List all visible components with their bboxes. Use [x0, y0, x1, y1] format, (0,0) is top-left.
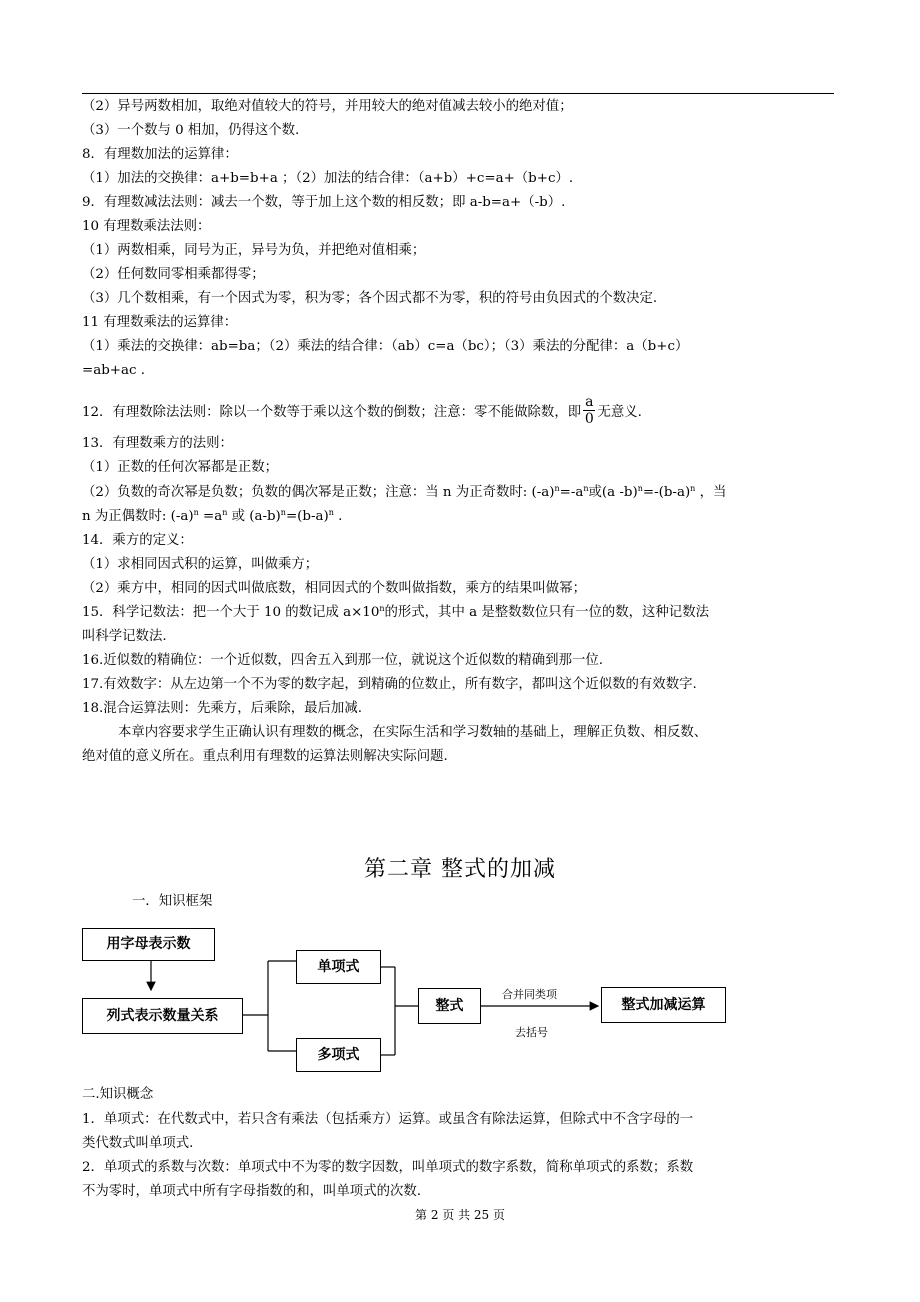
superscript: n	[583, 484, 589, 493]
box-integral-expression: 整式	[418, 988, 481, 1024]
fraction-numerator: a	[585, 394, 594, 410]
superscript: n	[554, 484, 560, 493]
label-remove-brackets: 去括号	[515, 1026, 548, 1039]
text-span: =(b-a)	[285, 509, 329, 524]
superscript: n	[379, 604, 385, 613]
text-line: 16.近似数的精确位：一个近似数，四舍五入到那一位，就说这个近似数的精确到那一位.	[82, 653, 604, 668]
text-span: n 为正偶数时: (-a)	[82, 509, 194, 524]
page-footer: 第 2 页 共 25 页	[415, 1208, 505, 1222]
section-heading: 一．知识框架	[132, 894, 213, 909]
text-span: =-(b-a)	[642, 485, 691, 500]
text-line: （2）异号两数相加，取绝对值较大的符号，并用较大的绝对值减去较小的绝对值；	[82, 99, 573, 114]
text-line: （2）任何数同零相乘都得零；	[82, 267, 265, 282]
summary-line: 绝对值的意义所在。重点利用有理数的运算法则解决实际问题.	[82, 749, 448, 764]
text-line: （3）一个数与 0 相加，仍得这个数.	[82, 123, 300, 138]
text-span: .	[333, 509, 343, 524]
superscript: n	[280, 508, 286, 517]
fraction-denominator: 0	[584, 411, 594, 427]
text-line: 11 有理数乘法的运算律：	[82, 315, 238, 330]
box-letters-represent-numbers: 用字母表示数	[82, 928, 215, 961]
text-line: （1）两数相乘，同号为正，异号为负，并把绝对值相乘；	[82, 243, 426, 258]
text-line: 10 有理数乘法法则：	[82, 219, 211, 234]
division-rule-suffix: 无意义.	[597, 405, 642, 420]
text-span: ，当	[695, 485, 727, 500]
text-line: （1）求相同因式积的运算，叫做乘方；	[82, 557, 319, 572]
text-line: （2）乘方中，相同的因式叫做底数，相同因式的个数叫做指数，乘方的结果叫做幂；	[82, 581, 586, 596]
text-line: =ab+ac .	[82, 363, 145, 378]
concept-line: 不为零时，单项式中所有字母指数的和，叫单项式的次数.	[82, 1184, 422, 1199]
superscript: n	[690, 484, 696, 493]
section-heading: 二.知识概念	[82, 1087, 154, 1102]
text-line: 18.混合运算法则：先乘方，后乘除，最后加减.	[82, 701, 362, 716]
concept-line: 1．单项式：在代数式中，若只含有乘法（包括乘方）运算。或虽含有除法运算，但除式中不含字母的一	[82, 1112, 694, 1127]
text-line: 14．乘方的定义：	[82, 533, 193, 548]
concept-line: 类代数式叫单项式.	[82, 1136, 194, 1151]
summary-line: 本章内容要求学生正确认识有理数的概念，在实际生活和学习数轴的基础上，理解正负数、相反数、	[118, 725, 708, 740]
label-combine-like-terms: 合并同类项	[502, 988, 557, 1001]
text-line: 8．有理数加法的运算律：	[82, 147, 238, 162]
text-span: =a	[198, 509, 223, 524]
text-span: 15．科学记数法：把一个大于 10 的数记成 a×10	[82, 605, 380, 620]
text-span: （2）负数的奇次幂是负数；负数的偶次幂是正数；注意：当 n 为正奇数时: (-a)	[82, 485, 555, 500]
text-line: 9．有理数减法法则：减去一个数，等于加上这个数的相反数；即 a-b=a+（-b）.	[82, 195, 566, 210]
text-line: （1）乘法的交换律：ab=ba；（2）乘法的结合律：（ab）c=a（bc）；（3）乘法的分配律：a（b+c）	[82, 339, 689, 354]
chapter-title: 第二章 整式的加减	[364, 857, 556, 882]
text-span: 或 (a-b)	[227, 509, 281, 524]
text-line: 17.有效数字：从左边第一个不为零的数字起，到精确的位数止，所有数字，都叫这个近似数的有效数字.	[82, 677, 697, 692]
box-monomial: 单项式	[296, 950, 381, 984]
superscript: n	[637, 484, 643, 493]
division-rule-prefix: 12．有理数除法法则：除以一个数等于乘以这个数的倒数；注意：零不能做除数，即	[82, 405, 582, 420]
text-line: 13．有理数乘方的法则：	[82, 436, 233, 451]
text-line: （1）加法的交换律：a+b=b+a ；（2）加法的结合律：（a+b）+c=a+（b+c）.	[82, 171, 574, 186]
superscript: n	[193, 508, 199, 517]
box-polynomial: 多项式	[296, 1038, 381, 1072]
text-line: 叫科学记数法.	[82, 629, 167, 644]
text-span: =-a	[559, 485, 584, 500]
concept-line: 2．单项式的系数与次数：单项式中不为零的数字因数，叫单项式的数字系数，简称单项式的系数；系数	[82, 1160, 694, 1175]
box-expression-relations: 列式表示数量关系	[82, 998, 243, 1034]
superscript: n	[222, 508, 228, 517]
text-line: （3）几个数相乘，有一个因式为零，积为零；各个因式都不为零，积的符号由负因式的个数决定.	[82, 291, 658, 306]
text-line: （1）正数的任何次幂都是正数；	[82, 460, 278, 475]
text-span: 的形式，其中 a 是整数数位只有一位的数，这种记数法	[384, 605, 709, 620]
box-add-subtract-operations: 整式加减运算	[601, 987, 726, 1023]
text-span: 或(a -b)	[588, 485, 638, 500]
superscript: n	[328, 508, 334, 517]
